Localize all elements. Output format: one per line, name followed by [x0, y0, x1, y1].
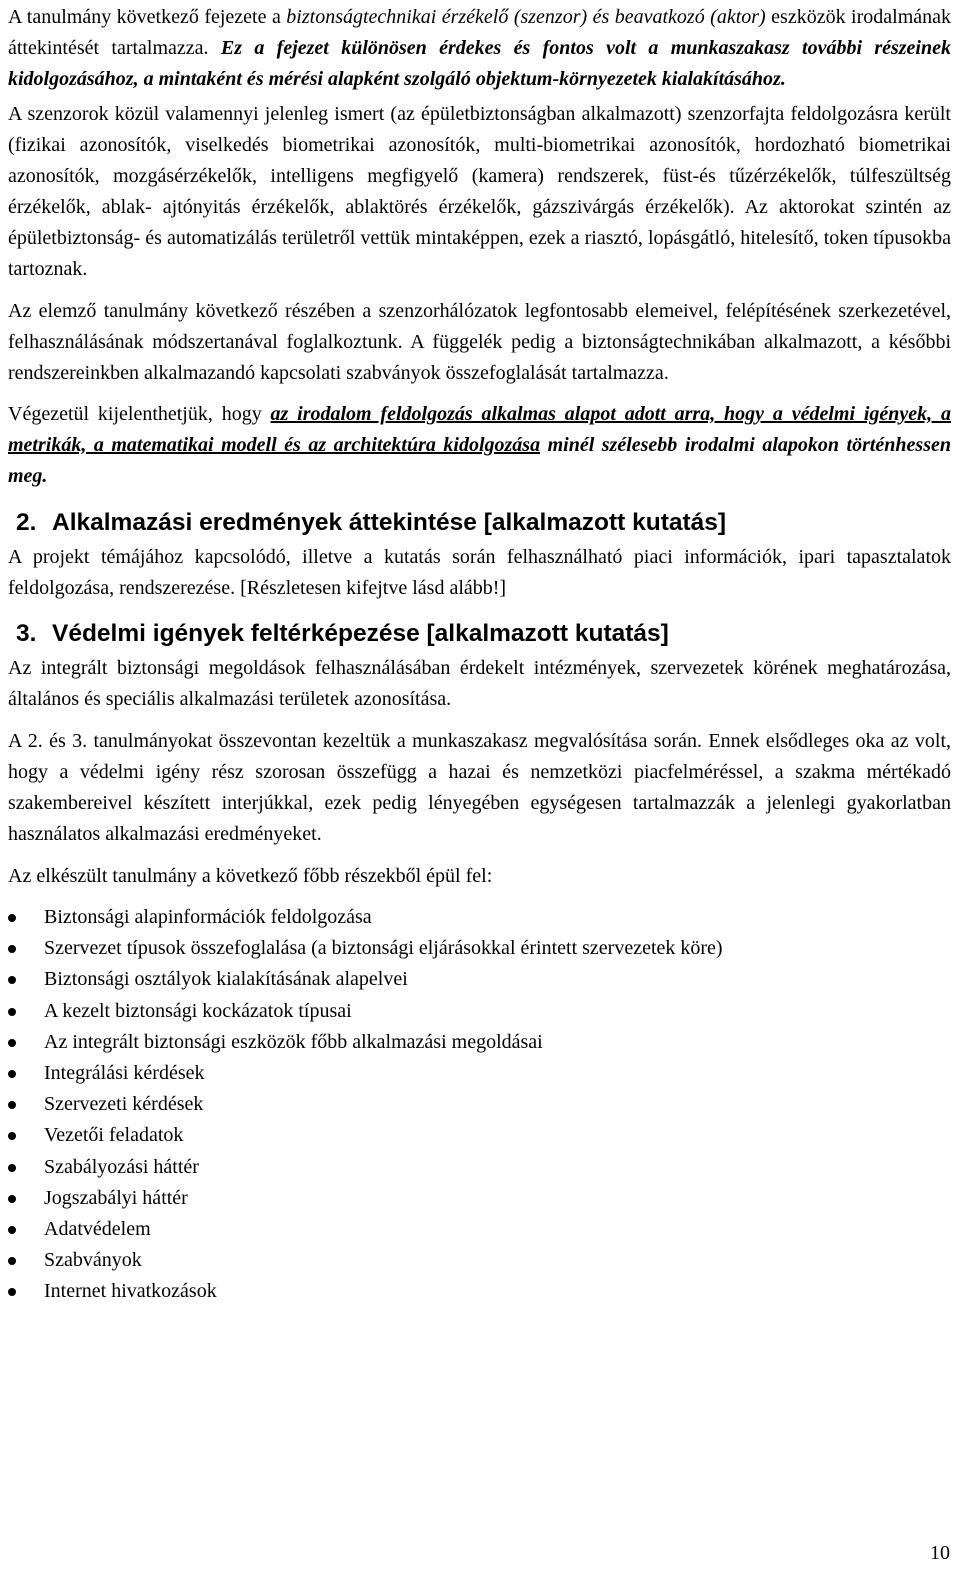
list-item: Biztonsági alapinformációk feldolgozása: [8, 902, 951, 933]
list-item: Szabványok: [8, 1245, 951, 1276]
next-part-paragraph: Az elemző tanulmány következő részében a szenzorhálózatok legfontosabb elemeivel, felépítésének szerkezetével, felhasználásának módszertanával foglalkoztunk. A függelék pedig a biztonságtechnikában alkalmazott, a későbbi rendszereinkben alkalmazandó kapcsolati szabványok összefoglalását tartalmazza.: [8, 300, 951, 384]
bullet-icon: [8, 1008, 16, 1016]
bullet-icon: [8, 976, 16, 984]
section-2-title: Alkalmazási eredmények áttekintése [alkalmazott kutatás]: [52, 509, 727, 536]
conclusion-tail: minél szélesebb irodalmi alapokon történhessen meg.: [8, 434, 951, 487]
list-item: Integrálási kérdések: [8, 1058, 951, 1089]
bullet-icon: [8, 914, 16, 922]
conclusion-underlined: az irodalom feldolgozás alkalmas alapot adott arra, hogy a védelmi igények, a metrikák, a matematikai modell és az architektúra kidolgozása: [8, 403, 951, 456]
bullet-icon: [8, 1226, 16, 1234]
bullet-icon: [8, 1101, 16, 1109]
intro-emphasis: Ez a fejezet különösen érdekes és fontos volt a munkaszakasz további részeinek kidolgozásához, a mintaként és mérési alapként szolgáló objektum-környezetek kialakításához.: [8, 37, 951, 90]
bullet-icon: [8, 1070, 16, 1078]
intro-text-2: eszközök irodalmának áttekintését tartalmazza.: [8, 6, 952, 59]
section-3-heading: [8, 617, 951, 651]
bullet-icon: [8, 1195, 16, 1203]
section-3-number: 3.: [16, 620, 37, 647]
conclusion-paragraph: [8, 399, 951, 492]
bullet-icon: [8, 1039, 16, 1047]
list-item: Jogszabályi háttér: [8, 1183, 951, 1214]
bullet-icon: [8, 1257, 16, 1265]
list-item: Internet hivatkozások: [8, 1276, 951, 1307]
list-item: Szervezet típusok összefoglalása (a biztonsági eljárásokkal érintett szervezetek köre): [8, 933, 951, 964]
contents-list: [8, 902, 951, 1308]
section-2-heading: [8, 506, 951, 540]
bullet-icon: [8, 1288, 16, 1296]
section-3-text: Az integrált biztonsági megoldások felhasználásában érdekelt intézmények, szervezetek körének meghatározása, általános és speciális alkalmazási területek azonosítása.: [8, 657, 951, 710]
section-3-title: Védelmi igények feltérképezése [alkalmazott kutatás]: [52, 620, 669, 647]
bullet-icon: [8, 945, 16, 953]
merge-paragraph: A 2. és 3. tanulmányokat összevontan kezeltük a munkaszakasz megvalósítása során. Ennek elsődleges oka az volt, hogy a védelmi igény rész szorosan összefügg a hazai és nemzetközi piacfelméréssel, a szakma mértékadó szakembereivel készített interjúkkal, ezek pedig lényegében egységesen tartalmazzák a jelenlegi gyakorlatban használatos alkalmazási eredményeket.: [8, 730, 951, 845]
conclusion-lead: Végezetül kijelenthetjük, hogy: [8, 403, 271, 425]
bullet-icon: [8, 1132, 16, 1140]
list-item: Biztonsági osztályok kialakításának alapelvei: [8, 964, 951, 995]
page-number: 10: [930, 1542, 950, 1564]
intro-italic-term: biztonságtechnikai érzékelő (szenzor) és beavatkozó (aktor): [286, 6, 766, 28]
list-intro: Az elkészült tanulmány a következő főbb részekből épül fel:: [8, 865, 493, 887]
sensors-paragraph: A szenzorok közül valamennyi jelenleg ismert (az épületbiztonságban alkalmazott) szenzorfajta feldolgozásra került (fizikai azonosítók, viselkedés biometrikai azonosítók, multi-biometrikai azonosítók, hordozható biometrikai azonosítók, mozgásérzékelők, intelligens megfigyelő (kamera) rendszerek, füst-és tűzérzékelők, túlfeszültség érzékelők, ablak- ajtónyitás érzékelők, ablaktörés érzékelők, gázszivárgás érzékelők). Az aktorokat szintén az épületbiztonság- és automatizálás területről vettük mintaképpen, ezek a riasztó, lopásgátló, hitelesítő, token típusokba tartoznak.: [8, 103, 951, 280]
list-item: Szervezeti kérdések: [8, 1089, 951, 1120]
intro-text-1: A tanulmány következő fejezete a: [8, 6, 287, 28]
intro-paragraph: [8, 2, 951, 95]
list-item: Vezetői feladatok: [8, 1120, 951, 1151]
list-item: Adatvédelem: [8, 1214, 951, 1245]
list-item: Az integrált biztonsági eszközök főbb alkalmazási megoldásai: [8, 1027, 951, 1058]
list-item: Szabályozási háttér: [8, 1152, 951, 1183]
document-page: [8, 2, 951, 1308]
list-item: A kezelt biztonsági kockázatok típusai: [8, 996, 951, 1027]
section-2-number: 2.: [16, 509, 37, 536]
bullet-icon: [8, 1164, 16, 1172]
section-2-text: A projekt témájához kapcsolódó, illetve a kutatás során felhasználható piaci információk, ipari tapasztalatok feldolgozása, rendszerezése. [Részletesen kifejtve lásd alább!]: [8, 546, 951, 599]
